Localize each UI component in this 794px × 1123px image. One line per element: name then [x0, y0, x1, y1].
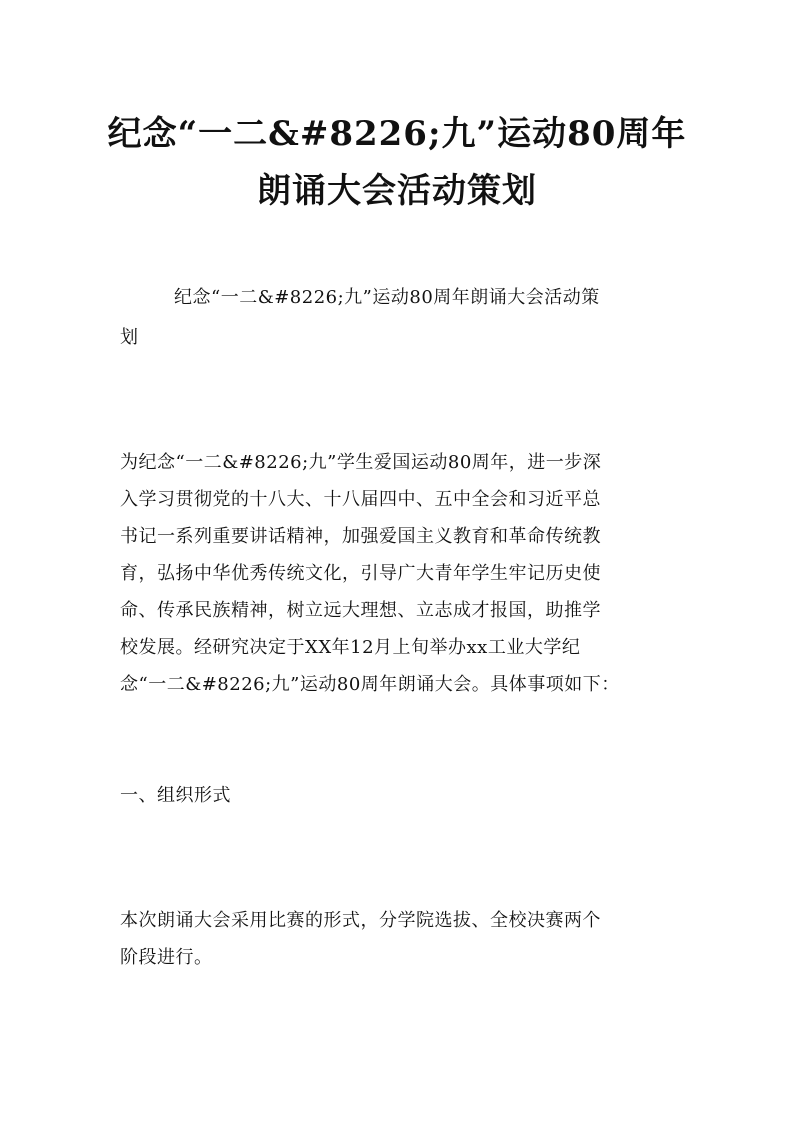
intro-paragraph-line: 入学习贯彻党的十八大、十八届四中、五中全会和习近平总	[120, 489, 601, 510]
section-paragraph-line: 本次朗诵大会采用比赛的形式，分学院选拔、全校决赛两个	[120, 910, 601, 931]
intro-paragraph-line: 命、传承民族精神，树立远大理想、立志成才报国，助推学	[120, 600, 601, 621]
subtitle-line-2: 划	[120, 327, 139, 348]
document-title-line-1: 纪念“一二&#8226;九”运动80周年	[107, 114, 687, 154]
intro-paragraph-line: 校发展。经研究决定于XX年12月上旬举办xx工业大学纪	[120, 637, 581, 658]
intro-paragraph-line: 为纪念“一二&#8226;九”学生爱国运动80周年，进一步深	[120, 452, 602, 473]
section-heading: 一、组织形式	[120, 785, 231, 806]
document-title-line-2: 朗诵大会活动策划	[257, 171, 537, 211]
section-paragraph-line: 阶段进行。	[120, 947, 213, 968]
intro-paragraph-line: 书记一系列重要讲话精神，加强爱国主义教育和革命传统教	[120, 526, 601, 547]
subtitle-line-1: 纪念“一二&#8226;九”运动80周年朗诵大会活动策	[174, 287, 600, 308]
intro-paragraph-line: 念“一二&#8226;九”运动80周年朗诵大会。具体事项如下：	[120, 674, 620, 695]
intro-paragraph-line: 育，弘扬中华优秀传统文化，引导广大青年学生牢记历史使	[120, 563, 601, 584]
